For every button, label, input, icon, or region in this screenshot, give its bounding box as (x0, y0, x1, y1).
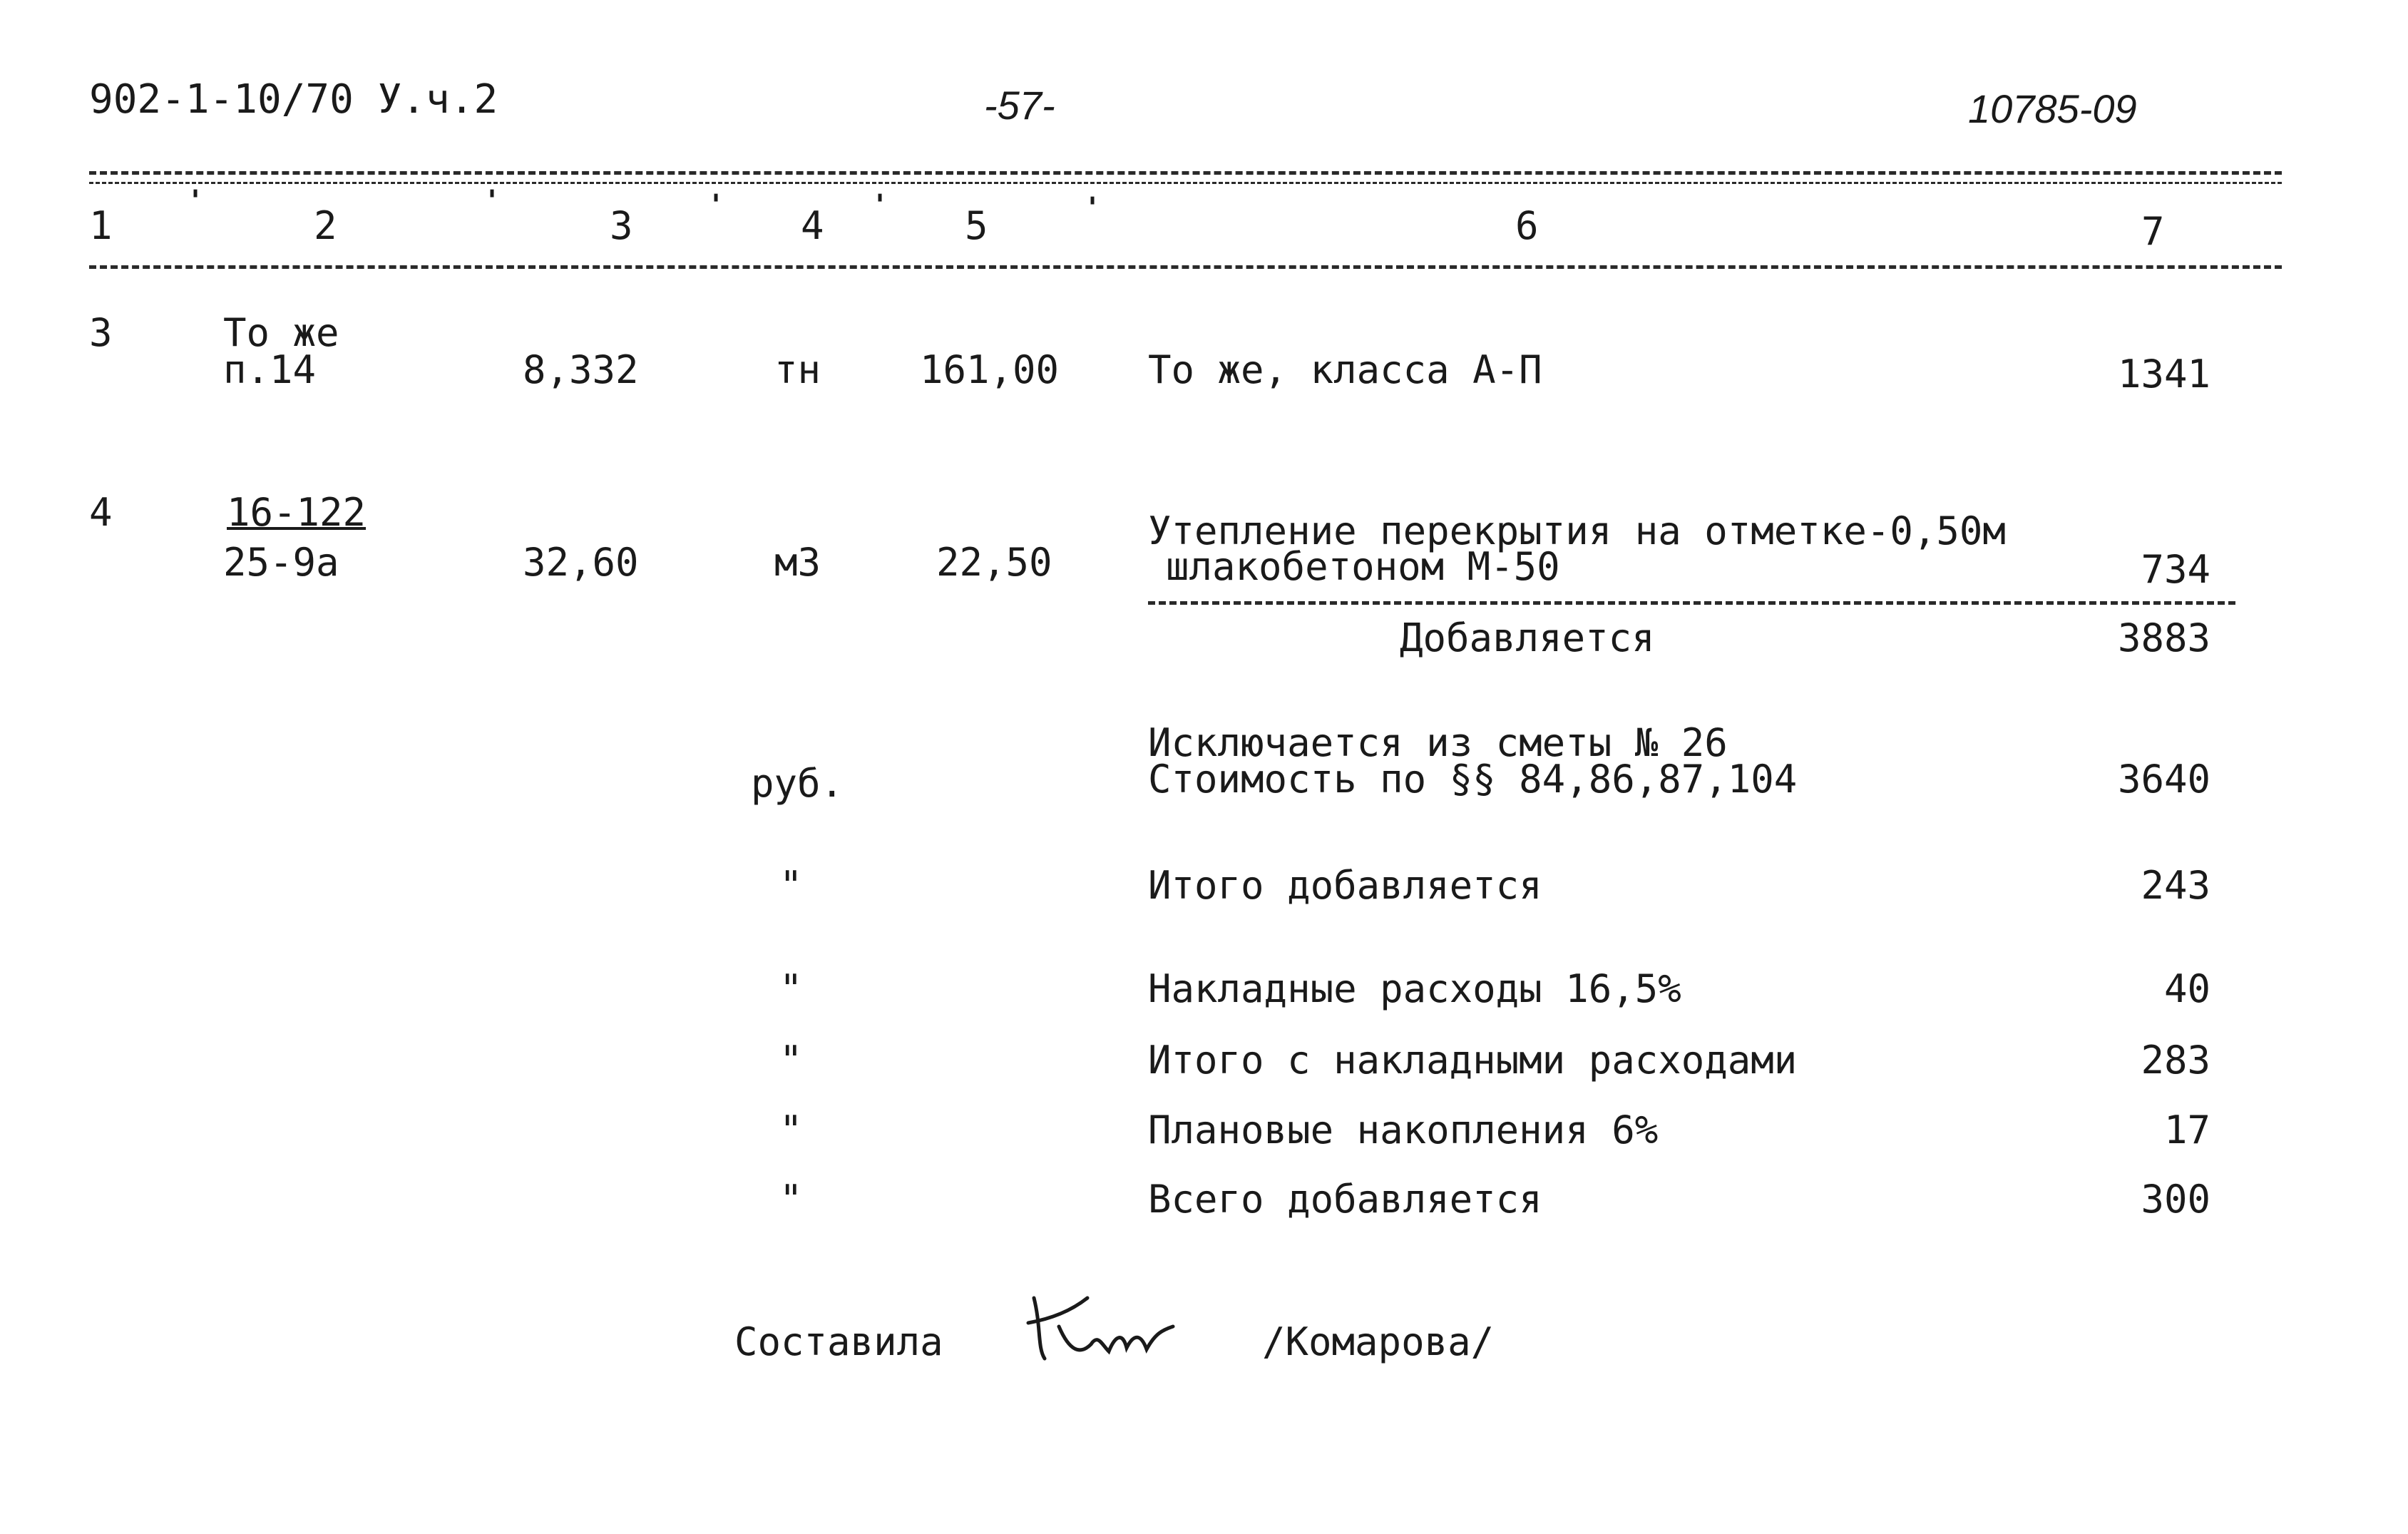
summary-overhead-label: Накладные расходы 16,5% (1148, 966, 1681, 1011)
summary-with-overhead-value: 283 (2141, 1038, 2210, 1083)
summary-grand-total-value: 300 (2141, 1177, 2210, 1222)
summary-overhead-value: 40 (2163, 966, 2210, 1011)
doc-code: 902-1-10/70 У.ч.2 (89, 76, 498, 123)
top-rule-2 (89, 182, 2282, 184)
summary-excluded-line2: Стоимость по §§ 84,86,87,104 (1148, 757, 1798, 802)
col-header-7: 7 (2141, 209, 2165, 254)
summary-grand-total-label: Всего добавляется (1148, 1177, 1542, 1222)
summary-ditto-mark: " (779, 966, 803, 1011)
summary-subtotal-value: 243 (2141, 863, 2210, 908)
summary-added-label: Добавляется (1400, 615, 1655, 660)
summary-subtotal-label: Итого добавляется (1148, 863, 1542, 908)
summary-with-overhead-label: Итого с накладными расходами (1148, 1038, 1798, 1083)
summary-ditto-mark: " (779, 1038, 803, 1083)
row-4-ref-line1: 16-122 (227, 490, 367, 535)
row-4-desc-line1: Утепление перекрытия на отметке-0,50м (1148, 508, 2006, 553)
row-3-ref-line1: То же (223, 310, 339, 355)
col-header-2: 2 (314, 203, 337, 248)
summary-planned-value: 17 (2163, 1108, 2210, 1152)
col-header-4: 4 (801, 203, 824, 248)
col-header-5: 5 (965, 203, 988, 248)
row-3-num: 3 (89, 310, 113, 355)
col-header-3: 3 (610, 203, 633, 248)
row-4-ref-line2: 25-9а (223, 540, 339, 585)
summary-planned-label: Плановые накопления 6% (1148, 1108, 1659, 1152)
col-separator-tick: ' (1084, 192, 1102, 225)
row-4-desc-line2: шлакобетоном М-50 (1166, 544, 1560, 589)
summary-ditto-mark: " (779, 1108, 803, 1152)
archive-number: 10785-09 (1968, 86, 2137, 131)
page-number: -57- (984, 83, 1055, 128)
row-3-desc: То же, класса А-П (1148, 347, 1542, 392)
row-4-qty: 32,60 (523, 540, 639, 585)
summary-excluded-unit: руб. (751, 761, 844, 806)
col-header-1: 1 (89, 203, 113, 248)
col-separator-tick: ' (707, 189, 725, 222)
row-4-num: 4 (89, 490, 113, 535)
col-header-6: 6 (1515, 203, 1539, 248)
row-3-qty: 8,332 (523, 347, 639, 392)
row-4-unit: м3 (774, 540, 821, 585)
col-separator-tick: ' (483, 185, 501, 218)
signature-image (1020, 1284, 1191, 1369)
row-3-price: 161,00 (920, 347, 1060, 392)
col-separator-tick: ' (871, 189, 889, 222)
summary-excluded-line1: Исключается из сметы № 26 (1148, 720, 1728, 765)
compiler-name: /Комарова/ (1262, 1319, 1495, 1364)
subtotal-rule (1148, 601, 2235, 605)
summary-ditto-mark: " (779, 1177, 803, 1222)
summary-excluded-value: 3640 (2117, 757, 2210, 802)
header-bottom-rule (89, 265, 2282, 269)
col-separator-tick: ' (187, 185, 205, 218)
row-4-price: 22,50 (936, 540, 1052, 585)
top-rule (89, 171, 2282, 175)
compiled-by-label: Составила (734, 1319, 943, 1364)
row-3-ref-line2: п.14 (223, 347, 317, 392)
row-3-total: 1341 (2117, 352, 2210, 397)
row-4-total: 734 (2141, 547, 2210, 592)
row-3-unit: тн (774, 347, 821, 392)
summary-added-value: 3883 (2117, 615, 2210, 660)
summary-ditto-mark: " (779, 863, 803, 908)
